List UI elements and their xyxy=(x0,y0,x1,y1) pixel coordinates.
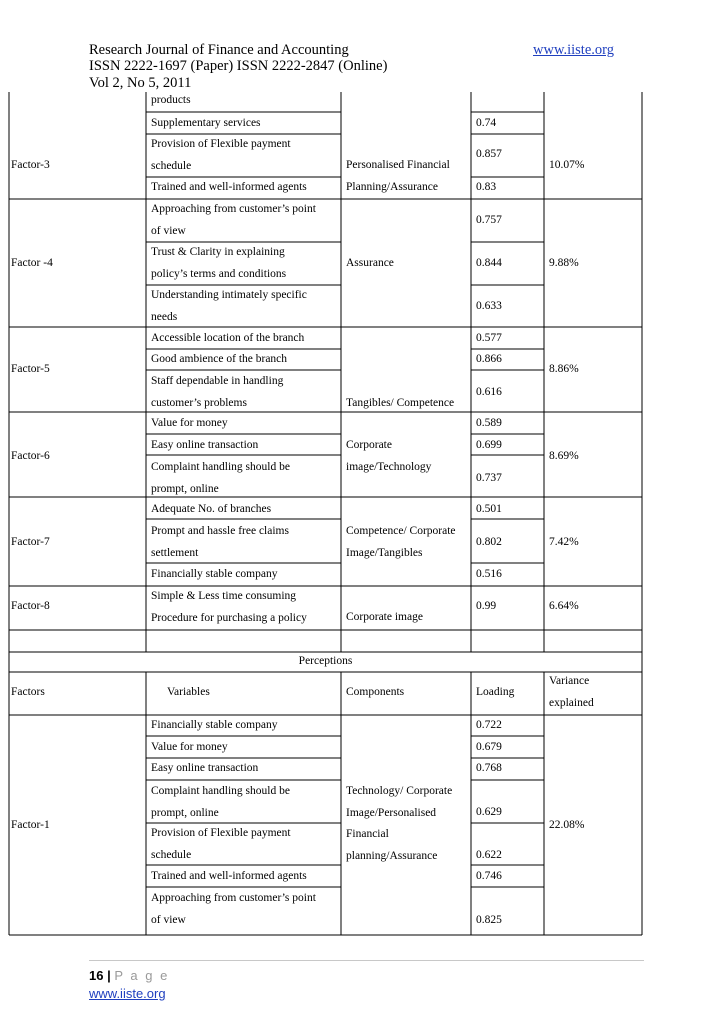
variable-cell: Prompt and hassle free claims xyxy=(151,525,289,537)
factor-label: Factor-8 xyxy=(11,600,50,612)
loading-cell: 0.99 xyxy=(476,600,497,612)
factor-label: Factor-3 xyxy=(11,159,50,171)
loading-cell: 0.589 xyxy=(476,417,502,429)
component-cell: Image/Personalised xyxy=(346,806,437,819)
variance-cell: 9.88% xyxy=(549,257,579,269)
variable-cell: Value for money xyxy=(151,741,228,753)
variable-cell: Good ambience of the branch xyxy=(151,353,288,365)
variable-cell: of view xyxy=(151,224,186,237)
column-header-components: Components xyxy=(346,686,405,698)
page-footer xyxy=(89,968,169,983)
loading-cell: 0.825 xyxy=(476,914,502,926)
variable-cell: Financially stable company xyxy=(151,719,278,731)
variable-cell: Trained and well-informed agents xyxy=(151,181,307,193)
loading-cell: 0.516 xyxy=(476,568,502,580)
variable-cell: Provision of Flexible payment xyxy=(151,827,291,839)
variable-cell: schedule xyxy=(151,159,192,172)
variable-cell: products xyxy=(151,94,191,106)
variable-cell: Adequate No. of branches xyxy=(151,503,272,515)
column-header-variables: Variables xyxy=(167,686,210,698)
page-separator: | xyxy=(107,968,111,983)
variable-cell: Provision of Flexible payment xyxy=(151,138,291,150)
variable-cell: Staff dependable in handling xyxy=(151,375,284,387)
column-header-variance: explained xyxy=(549,696,594,709)
component-cell: Financial xyxy=(346,828,389,840)
variable-cell: prompt, online xyxy=(151,806,219,819)
component-cell: Assurance xyxy=(346,257,394,269)
loading-cell: 0.746 xyxy=(476,870,502,882)
variable-cell: customer’s problems xyxy=(151,396,247,409)
page-label: P a g e xyxy=(114,968,170,983)
footer-divider xyxy=(89,960,644,961)
column-header-loading: Loading xyxy=(476,686,515,698)
loading-cell: 0.866 xyxy=(476,353,502,365)
variable-cell: Complaint handling should be xyxy=(151,785,290,797)
component-cell: Image/Tangibles xyxy=(346,546,423,559)
variable-cell: Value for money xyxy=(151,417,228,429)
factor-label: Factor-1 xyxy=(11,819,50,831)
column-header-factors: Factors xyxy=(11,686,45,698)
header-website-link[interactable]: www.iiste.org xyxy=(533,42,614,58)
loading-cell: 0.768 xyxy=(476,762,502,774)
variable-cell: Simple & Less time consuming xyxy=(151,590,297,602)
variable-cell: settlement xyxy=(151,546,199,559)
factor-label: Factor-5 xyxy=(11,363,50,375)
variable-cell: Financially stable company xyxy=(151,568,278,580)
variable-cell: Procedure for purchasing a policy xyxy=(151,611,307,624)
page-number: 16 xyxy=(89,968,104,983)
variance-cell: 22.08% xyxy=(549,819,585,831)
component-cell: Corporate image xyxy=(346,611,423,623)
loading-cell: 0.74 xyxy=(476,117,497,129)
loading-cell: 0.737 xyxy=(476,472,502,484)
loading-cell: 0.633 xyxy=(476,300,502,312)
variable-cell: Understanding intimately specific xyxy=(151,289,307,301)
component-cell: Personalised Financial xyxy=(346,159,450,171)
loading-cell: 0.616 xyxy=(476,386,502,398)
variable-cell: Supplementary services xyxy=(151,117,261,129)
variance-cell: 7.42% xyxy=(549,536,579,548)
variable-cell: Trained and well-informed agents xyxy=(151,870,307,882)
variable-cell: Trust & Clarity in explaining xyxy=(151,246,285,258)
variance-cell: 10.07% xyxy=(549,159,585,171)
component-cell: Planning/Assurance xyxy=(346,180,438,193)
loading-cell: 0.802 xyxy=(476,536,502,548)
loading-cell: 0.857 xyxy=(476,148,502,160)
component-cell: Technology/ Corporate xyxy=(346,785,453,797)
factor-label: Factor -4 xyxy=(11,257,53,269)
loading-cell: 0.577 xyxy=(476,332,502,344)
variable-cell: policy’s terms and conditions xyxy=(151,267,287,280)
component-cell: Tangibles/ Competence xyxy=(346,397,455,409)
loading-cell: 0.757 xyxy=(476,214,502,226)
footer-website-link[interactable]: www.iiste.org xyxy=(89,986,166,1001)
component-cell: Corporate xyxy=(346,439,392,451)
loading-cell: 0.501 xyxy=(476,503,502,515)
loading-cell: 0.844 xyxy=(476,257,502,269)
variable-cell: prompt, online xyxy=(151,482,219,495)
variable-cell: needs xyxy=(151,310,178,323)
variance-cell: 6.64% xyxy=(549,600,579,612)
component-cell: planning/Assurance xyxy=(346,849,438,862)
loading-cell: 0.83 xyxy=(476,181,497,193)
factor-label: Factor-6 xyxy=(11,450,50,462)
variable-cell: Approaching from customer’s point xyxy=(151,892,316,904)
loading-cell: 0.622 xyxy=(476,849,502,861)
variable-cell: Approaching from customer’s point xyxy=(151,203,316,215)
variable-cell: Complaint handling should be xyxy=(151,461,290,473)
variance-cell: 8.86% xyxy=(549,363,579,375)
loading-cell: 0.629 xyxy=(476,806,502,818)
variable-cell: Accessible location of the branch xyxy=(151,332,305,344)
journal-title: Research Journal of Finance and Accounting xyxy=(89,42,349,58)
column-header-variance: Variance xyxy=(549,675,590,687)
section-title-perceptions: Perceptions xyxy=(298,655,353,667)
journal-issn: ISSN 2222-1697 (Paper) ISSN 2222-2847 (Online) xyxy=(89,58,388,74)
variance-cell: 8.69% xyxy=(549,450,579,462)
loading-cell: 0.699 xyxy=(476,439,502,451)
variable-cell: Easy online transaction xyxy=(151,439,259,451)
component-cell: Competence/ Corporate xyxy=(346,525,456,537)
journal-volume: Vol 2, No 5, 2011 xyxy=(89,75,192,91)
loading-cell: 0.722 xyxy=(476,719,502,731)
factor-label: Factor-7 xyxy=(11,536,50,548)
variable-cell: schedule xyxy=(151,848,192,861)
variable-cell: of view xyxy=(151,913,186,926)
loading-cell: 0.679 xyxy=(476,741,502,753)
variable-cell: Easy online transaction xyxy=(151,762,259,774)
component-cell: image/Technology xyxy=(346,460,432,473)
